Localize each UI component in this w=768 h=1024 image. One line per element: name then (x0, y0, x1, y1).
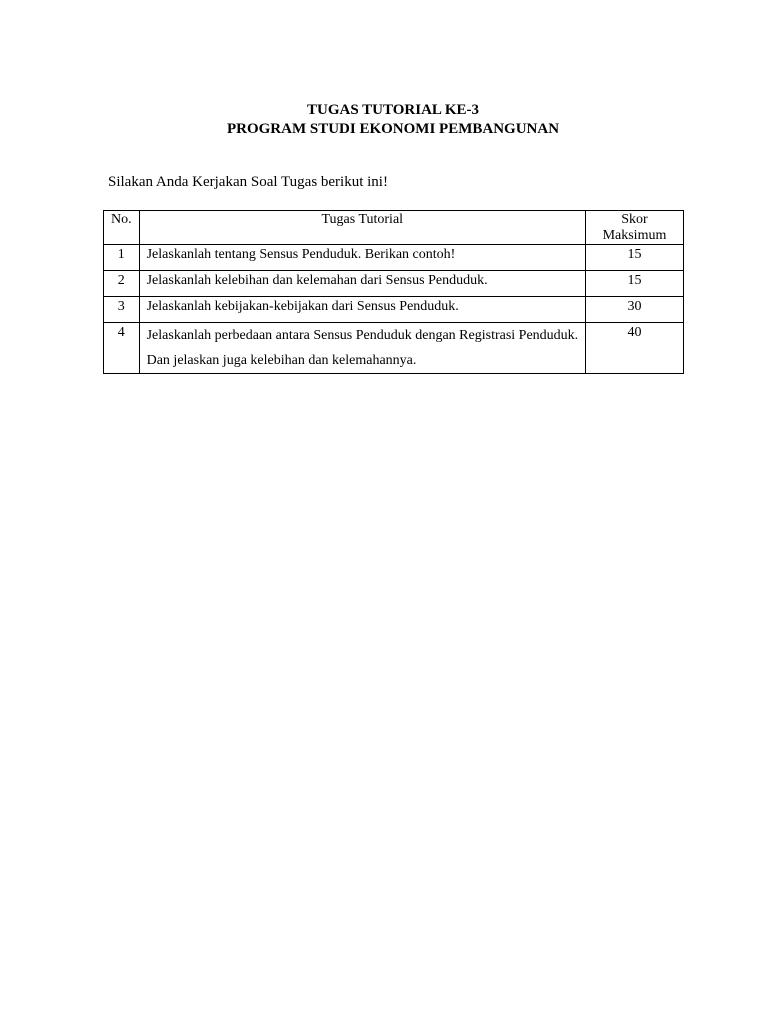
row-number: 4 (104, 323, 140, 374)
row-task: Jelaskanlah tentang Sensus Penduduk. Berikan contoh! (139, 245, 585, 271)
header-score-line1: Skor (621, 212, 648, 227)
header-score (585, 211, 683, 245)
document-title: TUGAS TUTORIAL KE-3 (307, 102, 479, 118)
header-score-line2: Maksimum (602, 228, 667, 243)
table-header-row (104, 211, 684, 245)
table-row (104, 271, 684, 297)
row-score: 30 (585, 297, 683, 323)
header-task: Tugas Tutorial (139, 211, 585, 245)
table-row (104, 323, 684, 374)
row-number: 2 (104, 271, 140, 297)
row-score: 15 (585, 271, 683, 297)
row-score: 40 (585, 323, 683, 374)
row-number: 3 (104, 297, 140, 323)
row-task: Jelaskanlah perbedaan antara Sensus Penduduk dengan Registrasi Penduduk. Dan jelaskan juga kelebihan dan kelemahannya. (139, 323, 585, 374)
row-task: Jelaskanlah kebijakan-kebijakan dari Sensus Penduduk. (139, 297, 585, 323)
row-score: 15 (585, 245, 683, 271)
task-table (103, 210, 684, 374)
table-row (104, 245, 684, 271)
instruction-text: Silakan Anda Kerjakan Soal Tugas berikut ini! (108, 174, 388, 190)
header-no: No. (104, 211, 140, 245)
row-task: Jelaskanlah kelebihan dan kelemahan dari Sensus Penduduk. (139, 271, 585, 297)
row-number: 1 (104, 245, 140, 271)
table-row (104, 297, 684, 323)
document-subtitle: PROGRAM STUDI EKONOMI PEMBANGUNAN (226, 121, 560, 137)
